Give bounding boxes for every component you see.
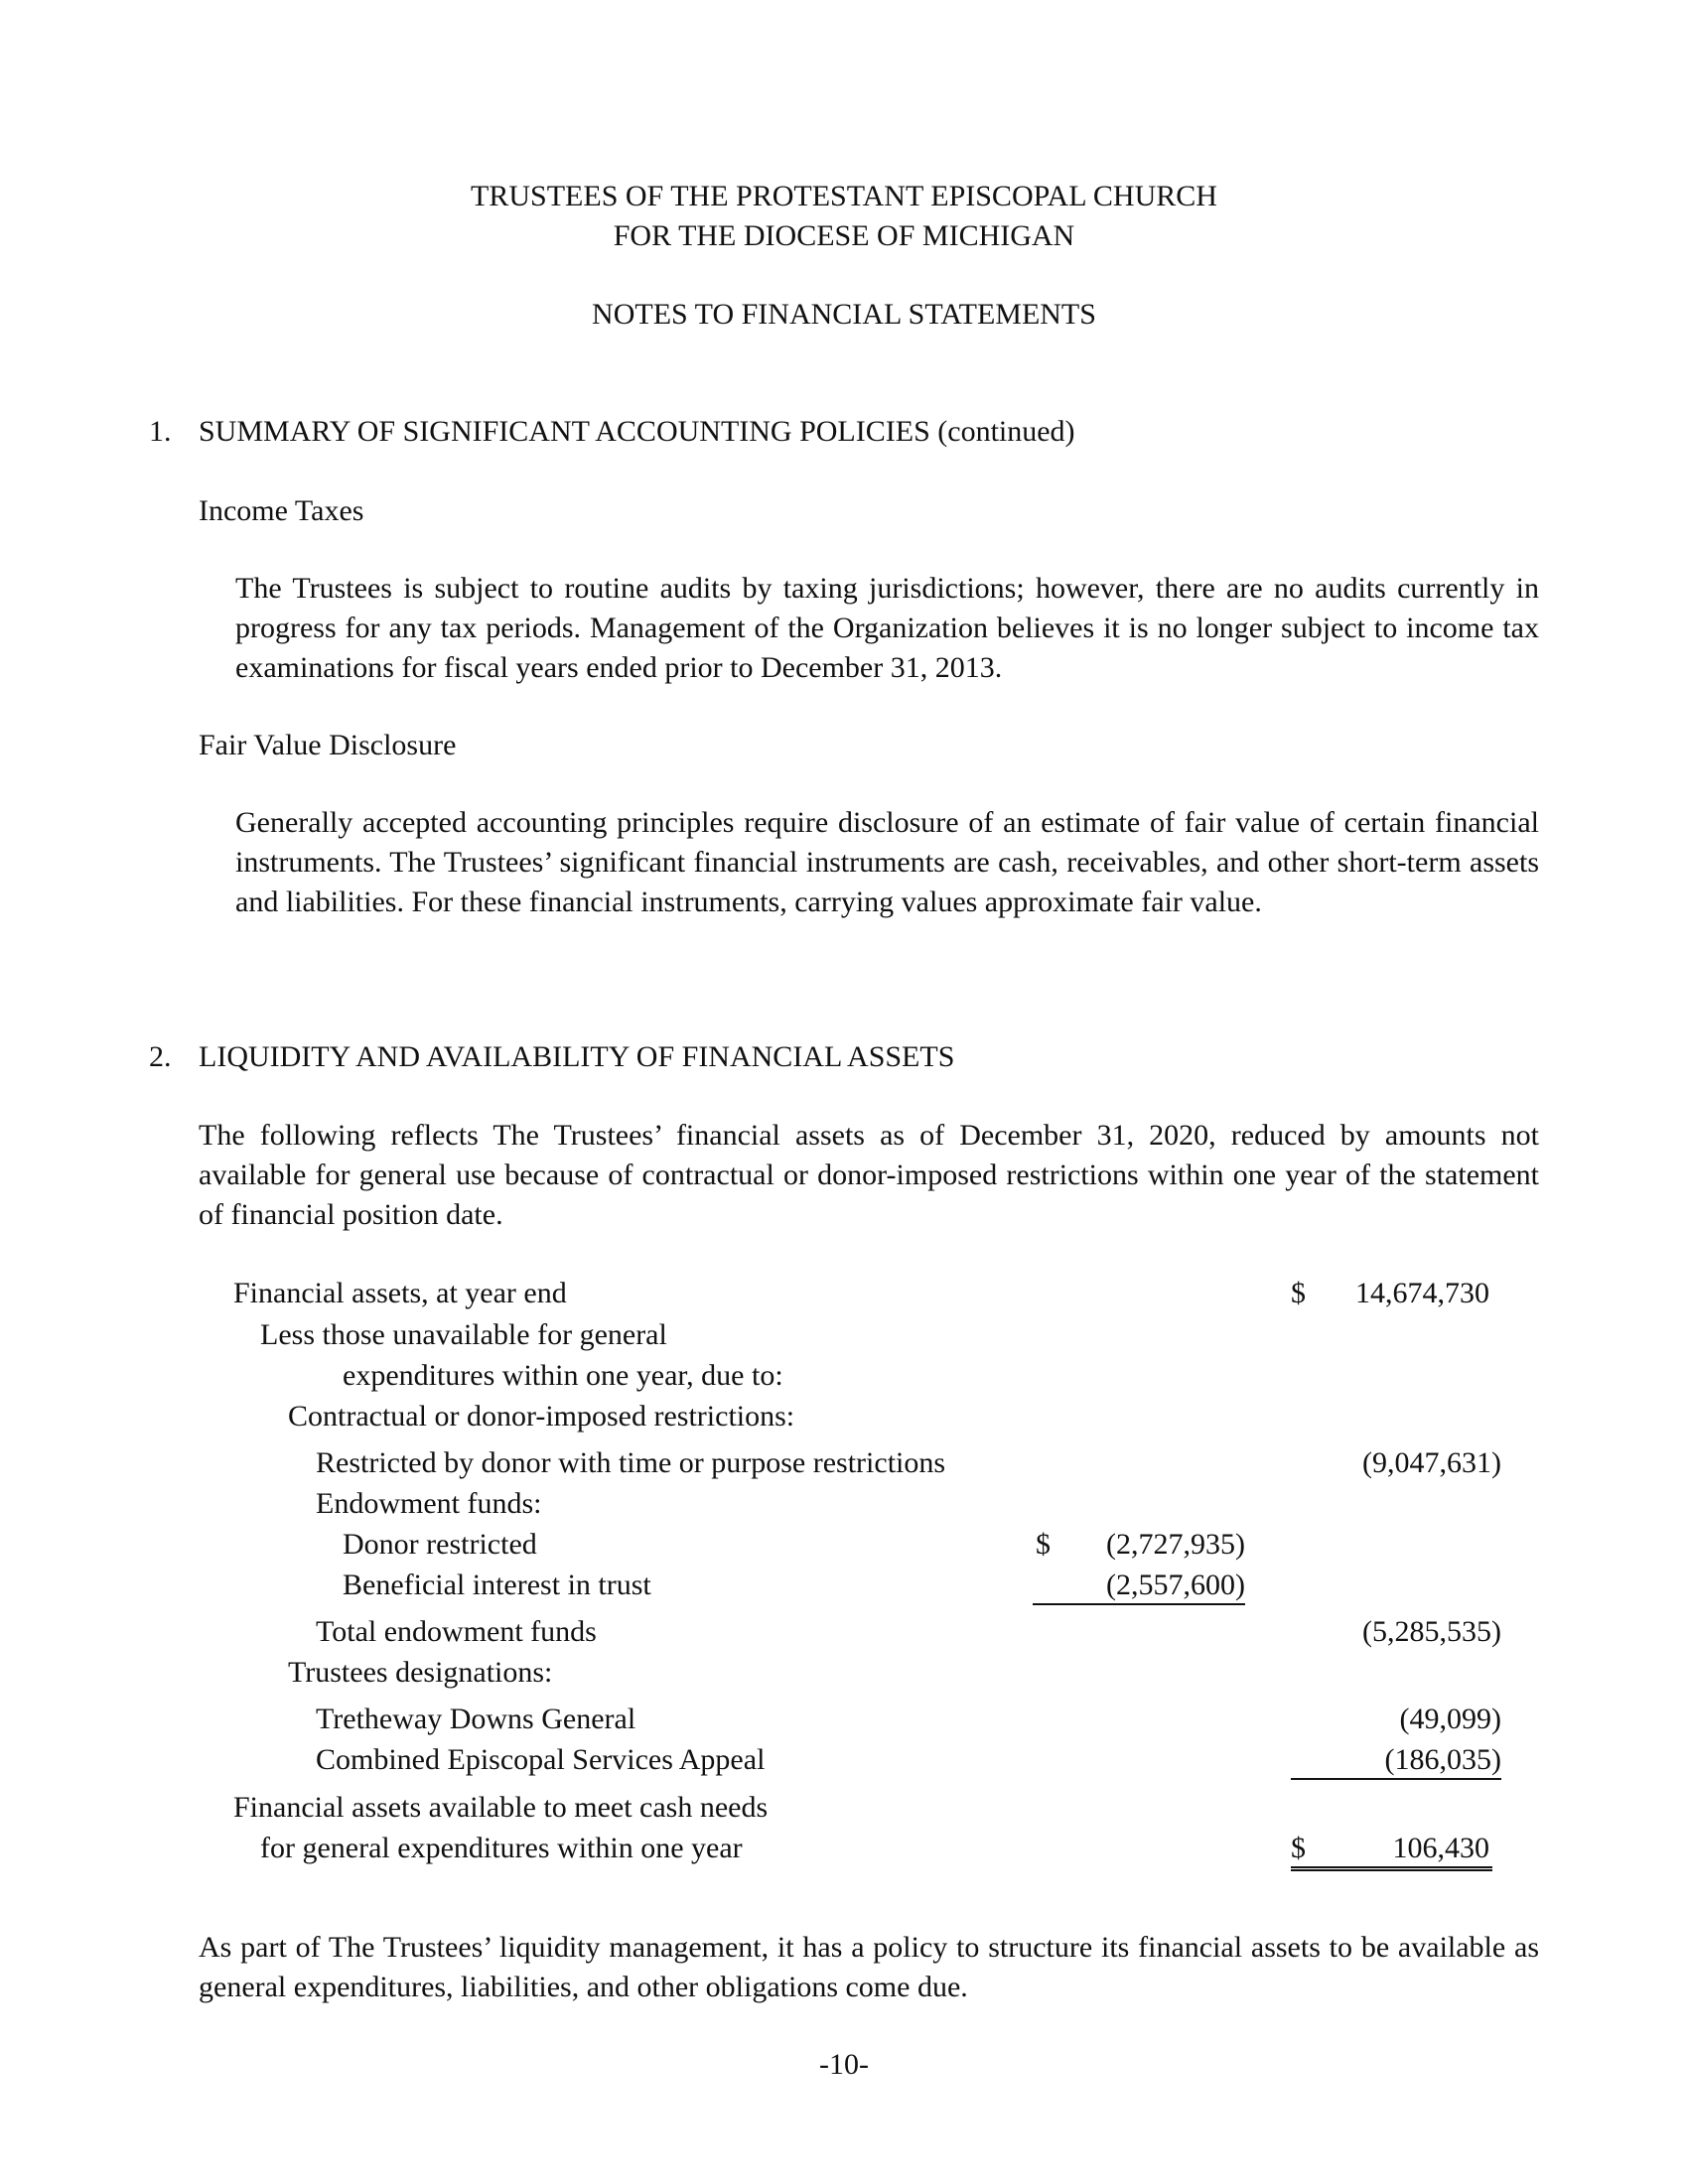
restricted-by-donor-value: (9,047,631) [1362,1446,1501,1479]
doc-title: NOTES TO FINANCIAL STATEMENTS [592,298,1096,331]
combined-appeal-label: Combined Episcopal Services Appeal [316,1743,766,1776]
income-taxes-heading: Income Taxes [199,494,364,527]
tretheway-label: Tretheway Downs General [316,1703,636,1735]
donor-restricted-currency: $ [1036,1528,1051,1561]
org-name-line1: TRUSTEES OF THE PROTESTANT EPISCOPAL CHURCH [471,180,1217,212]
section2-number: 2. [149,1040,172,1073]
financial-assets-label: Financial assets, at year end [233,1277,567,1309]
restricted-by-donor-label: Restricted by donor with time or purpose restrictions [316,1446,946,1479]
section2-title: LIQUIDITY AND AVAILABILITY OF FINANCIAL ASSETS [199,1040,955,1073]
total-endowment-label: Total endowment funds [316,1615,597,1648]
income-taxes-body: The Trustees is subject to routine audits by taxing jurisdictions; however, there are no audits currently in progress for any tax periods. Management of the Organization believes it is no longer subject to income tax examinations for fiscal years ended prior to December 31, 2013. [235,572,1539,684]
available-assets-label-line1: Financial assets available to meet cash needs [233,1791,769,1824]
donor-restricted-label: Donor restricted [343,1528,537,1561]
financial-assets-currency: $ [1291,1277,1306,1309]
contractual-restrictions-label: Contractual or donor-imposed restrictions: [288,1400,795,1433]
less-unavailable-line1: Less those unavailable for general [260,1318,667,1351]
section1-number: 1. [149,415,172,448]
available-assets-currency: $ [1291,1832,1306,1864]
beneficial-interest-value: (2,557,600) [1033,1566,1245,1605]
donor-restricted-value: (2,727,935) [1106,1528,1245,1561]
liquidity-intro: The following reflects The Trustees’ financial assets as of December 31, 2020, reduced by amounts not available for general use because of contractual or donor-imposed restrictions within one year of the statement of financial position date. [199,1119,1539,1231]
combined-appeal-value: (186,035) [1291,1740,1501,1780]
beneficial-interest-label: Beneficial interest in trust [343,1569,651,1601]
page-number: -10- [819,2048,869,2081]
financial-assets-value: 14,674,730 [1355,1277,1489,1309]
fair-value-body: Generally accepted accounting principles require disclosure of an estimate of fair value of certain financial instruments. The Trustees’ significant financial instruments are cash, receivables, and other short-term assets and liabilities. For these financial instruments, carrying values approximate fair value. [235,806,1539,918]
endowment-funds-label: Endowment funds: [316,1487,542,1520]
trustees-designations-label: Trustees designations: [288,1656,553,1689]
section1-title: SUMMARY OF SIGNIFICANT ACCOUNTING POLICIES (continued) [199,415,1075,448]
org-name-line2: FOR THE DIOCESE OF MICHIGAN [613,219,1075,252]
less-unavailable-line2: expenditures within one year, due to: [343,1359,783,1392]
fair-value-heading: Fair Value Disclosure [199,729,457,761]
liquidity-closing: As part of The Trustees’ liquidity management, it has a policy to structure its financial assets to be available as general expenditures, liabilities, and other obligations come due. [199,1931,1539,2003]
available-assets-value: 106,430 [1392,1832,1489,1864]
total-endowment-value: (5,285,535) [1362,1615,1501,1648]
tretheway-value: (49,099) [1399,1703,1501,1735]
available-assets-label-line2: for general expenditures within one year [260,1832,743,1864]
